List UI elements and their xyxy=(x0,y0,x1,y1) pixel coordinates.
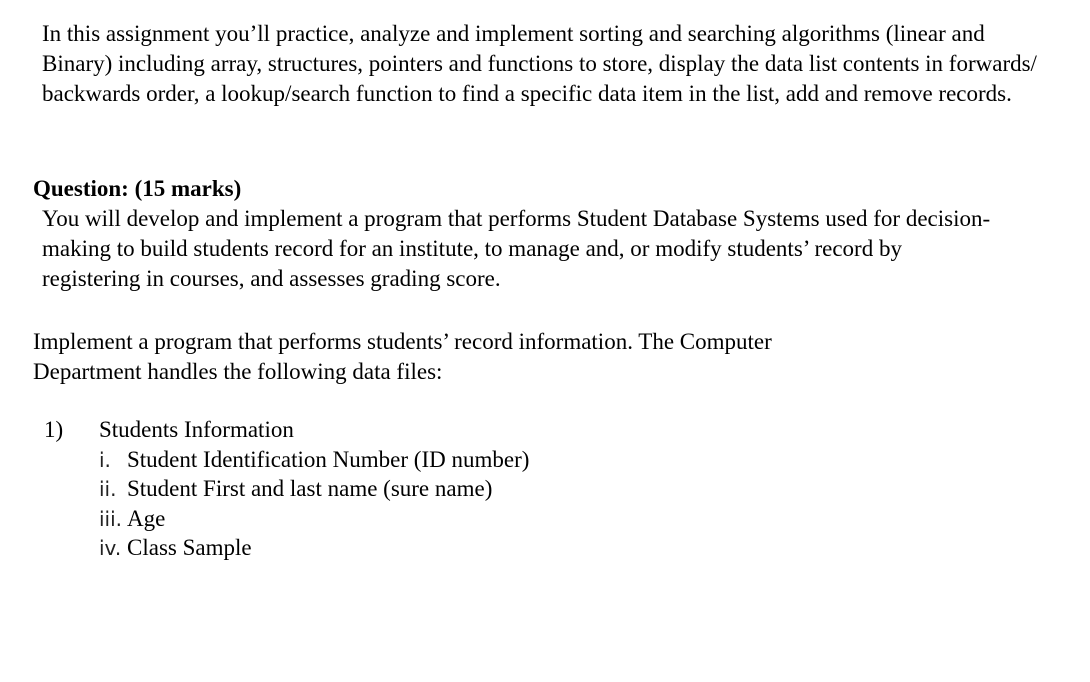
sub-list-marker: i. xyxy=(99,448,111,472)
sub-list-item xyxy=(99,533,252,563)
sub-list-text: Student First and last name (sure name) xyxy=(127,476,493,501)
implementation-paragraph xyxy=(33,327,873,387)
sub-list-text: Age xyxy=(127,506,166,531)
sub-list-marker: iv. xyxy=(99,536,122,560)
implementation-line-1: Implement a program that performs students’ record information. The Computer xyxy=(33,329,772,354)
implementation-line-2: Department handles the following data files: xyxy=(33,359,443,384)
sub-list-item xyxy=(99,474,492,504)
sub-list-marker: ii. xyxy=(99,477,117,501)
list-number: 1) xyxy=(44,417,64,442)
sub-list-text: Class Sample xyxy=(127,535,252,560)
sub-list-item xyxy=(99,445,529,475)
sub-list-text: Student Identification Number (ID number) xyxy=(127,447,530,472)
list-title: Students Information xyxy=(99,417,294,442)
sub-list-item xyxy=(99,504,165,534)
question-heading: Question: (15 marks) xyxy=(33,176,242,201)
question-paragraph: You will develop and implement a program that performs Student Database Systems used for decision-making to build students record for an institute, to manage and, or modify students’ record by registering in courses, and assesses grading score. xyxy=(42,206,991,291)
intro-paragraph: In this assignment you’ll practice, analyze and implement sorting and searching algorithms (linear and Binary) including array, structures, pointers and functions to store, display the data list contents in forwards/ backwards order, a lookup/search function to find a specific data item in the list, add and remove records. xyxy=(42,21,1037,106)
sub-list-marker: iii. xyxy=(99,507,123,531)
